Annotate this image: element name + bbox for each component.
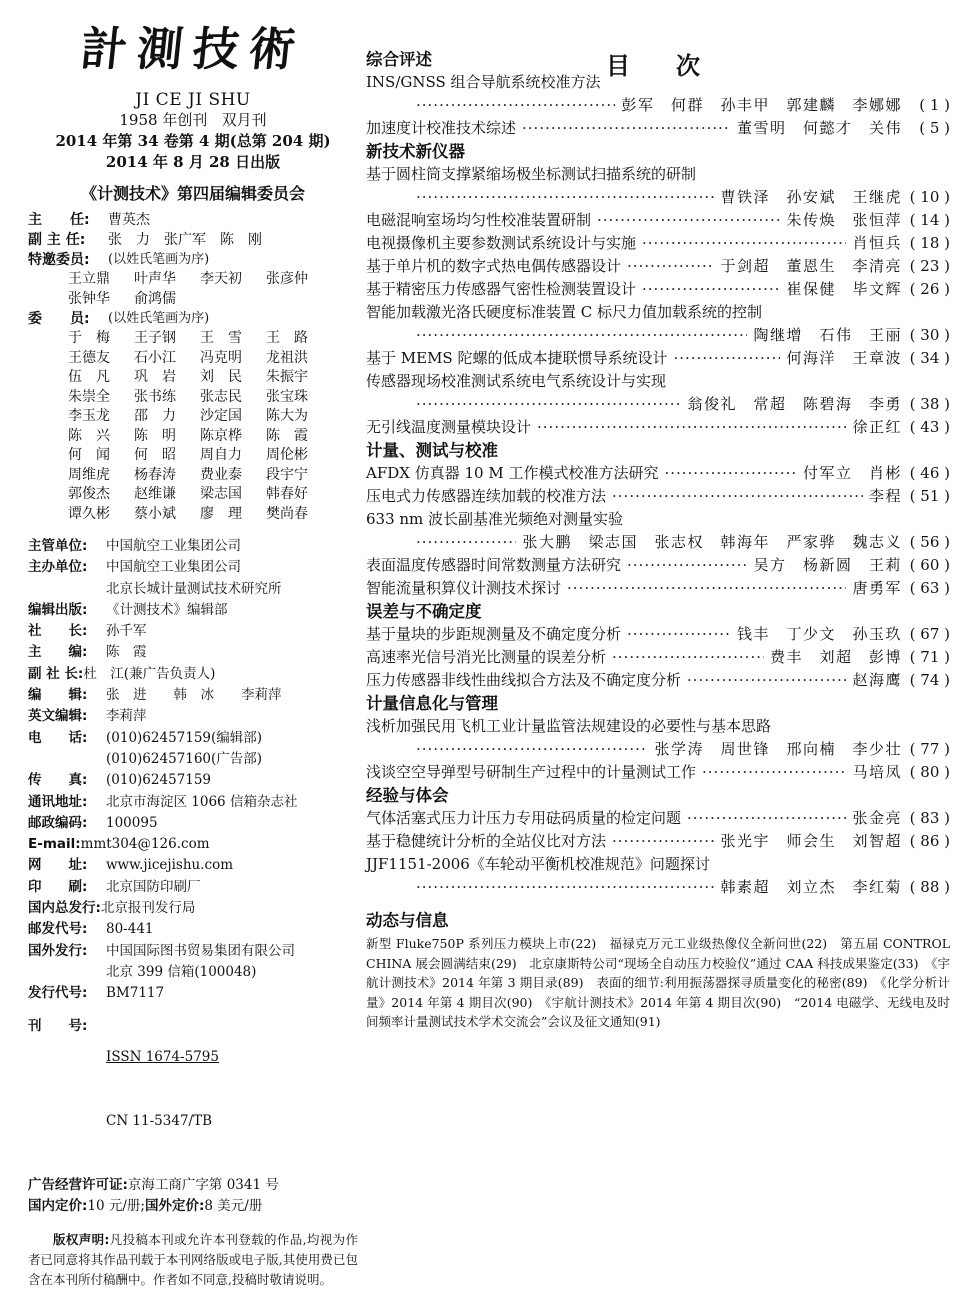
article-page: ( 83 )	[909, 809, 950, 827]
info-value: 80-441	[106, 921, 154, 938]
toc-entry[interactable]	[366, 577, 950, 600]
board-member: 冯克明	[200, 349, 242, 366]
toc-entry[interactable]	[366, 485, 950, 508]
board-special-row	[28, 250, 358, 270]
board-member: 张书练	[134, 388, 176, 405]
leader-dots	[702, 761, 846, 784]
article-authors: 张大鹏 梁志国 张志权 韩海年 严家骅 魏志义	[522, 533, 902, 551]
board-member: 陈 明	[134, 427, 176, 444]
article-page: ( 86 )	[909, 832, 950, 850]
toc-section-title: 计量、测试与校准	[366, 441, 498, 460]
info-value: BM7117	[106, 985, 165, 1002]
article-authors: 朱传焕 张恒萍	[786, 211, 902, 229]
toc-entry[interactable]	[366, 669, 950, 692]
info-label: 印 刷:	[28, 878, 88, 895]
info-value: 《计测技术》编辑部	[106, 601, 228, 618]
ad-permit-row	[28, 1175, 358, 1196]
article-authors: 翁俊礼 常超 陈碧海 李勇	[687, 395, 902, 413]
board-member: 段宇宁	[266, 466, 308, 483]
board-member: 刘 民	[200, 369, 242, 385]
editorial-board-title: 《计测技术》第四届编辑委员会	[80, 184, 305, 203]
info-value: 张 进 韩 冰 李莉萍	[106, 687, 282, 704]
toc-entry[interactable]	[366, 301, 950, 347]
issue-number: 2014 年第 34 卷第 4 期(总第 204 期)	[55, 132, 331, 150]
price: 10 元/册;	[87, 1198, 145, 1215]
board-member: 韩春好	[266, 486, 308, 502]
info-row	[28, 919, 358, 940]
leader-dots	[416, 531, 516, 554]
article-authors: 韩素超 刘立杰 李红菊	[720, 878, 902, 896]
toc-entry[interactable]	[366, 715, 950, 761]
article-authors: 陶继增 石伟 王丽	[753, 326, 902, 344]
toc-entry[interactable]	[366, 508, 950, 554]
leader-dots	[416, 186, 714, 209]
cn-number: CN 11-5347/TB	[106, 1113, 213, 1130]
article-page: ( 30 )	[909, 326, 950, 344]
board-member: 伍 凡	[68, 369, 110, 385]
toc-section-title: 经验与体会	[366, 786, 449, 805]
leader-dots	[597, 209, 780, 232]
article-authors: 肖恒兵	[852, 234, 902, 252]
article-page: ( 46 )	[909, 464, 950, 482]
board-member: 何 昭	[134, 447, 176, 463]
leader-dots	[627, 623, 731, 646]
leader-dots	[612, 646, 764, 669]
board-members-label: 委 员:	[28, 311, 90, 327]
board-member: 廖 理	[200, 505, 242, 522]
board-member: 龙祖洪	[266, 349, 308, 366]
info-label	[28, 579, 106, 600]
article-authors: 于剑超 董恩生 李清亮	[720, 257, 902, 275]
toc-entry[interactable]	[366, 278, 950, 301]
editorial-board	[28, 210, 358, 524]
info-row	[28, 557, 358, 578]
toc-body	[366, 48, 950, 899]
board-member: 何 闻	[68, 447, 110, 463]
board-member: 张志民	[200, 388, 242, 405]
info-row	[28, 579, 358, 600]
article-authors: 吴方 杨新圆 王莉	[753, 556, 902, 574]
copyright-notice	[28, 1230, 358, 1290]
article-title: 电视摄像机主要参数测试系统设计与实施	[366, 234, 637, 252]
leader-dots	[612, 830, 714, 853]
leader-dots	[416, 324, 747, 347]
info-value: (010)62457159	[106, 772, 212, 789]
article-authors: 唐勇军	[852, 579, 902, 597]
foreign-price: 8 美元/册	[204, 1198, 263, 1215]
journal-logo: 計測技術	[78, 22, 308, 76]
info-value: 李莉萍	[106, 708, 147, 725]
article-title: 基于圆柱筒支撑紧缩场极坐标测试扫描系统的研制	[366, 165, 697, 183]
board-member: 陈大为	[266, 408, 308, 424]
info-label	[28, 749, 106, 770]
toc-entry[interactable]	[366, 416, 950, 439]
info-label: 邮发代号:	[28, 921, 88, 938]
info-row	[28, 685, 358, 706]
info-label	[28, 962, 106, 983]
info-label: 邮政编码:	[28, 814, 88, 831]
article-title: 无引线温度测量模块设计	[366, 418, 532, 436]
board-member: 朱崇全	[68, 388, 110, 405]
board-member: 周伦彬	[266, 447, 308, 463]
toc-entry[interactable]	[366, 347, 950, 370]
board-member: 周维虎	[68, 466, 110, 483]
article-page: ( 1 )	[919, 96, 950, 114]
copyright-label: 版权声明:	[53, 1231, 110, 1247]
article-title: 智能加载激光洛氏硬度标准装置 C 标尺力值加载系统的控制	[366, 303, 763, 321]
special-member: 李天初	[200, 271, 242, 287]
board-member: 樊尚春	[266, 505, 308, 522]
toc-section-title: 误差与不确定度	[366, 602, 482, 621]
article-authors: 费丰 刘超 彭博	[769, 648, 902, 666]
info-value: 中国航空工业集团公司	[106, 559, 241, 576]
info-label: 英文编辑:	[28, 708, 88, 725]
article-title: 加速度计校准技术综述	[366, 119, 517, 137]
journal-pinyin: JI CE JI SHU	[135, 90, 251, 110]
table-of-contents	[366, 48, 950, 1032]
info-value: 杜 江(兼广告负责人)	[83, 665, 216, 682]
board-vice: 张 力 张广军 陈 刚	[108, 232, 262, 248]
board-member: 梁志国	[200, 486, 242, 502]
info-row	[28, 770, 358, 791]
issn: ISSN 1674-5795	[106, 1049, 219, 1066]
board-member: 朱振宇	[266, 369, 308, 385]
info-row	[28, 813, 358, 834]
article-page: ( 60 )	[909, 556, 950, 574]
leader-dots	[567, 577, 846, 600]
article-page: ( 14 )	[909, 211, 950, 229]
info-label: 编辑出版:	[28, 601, 88, 618]
board-member: 杨春涛	[134, 466, 176, 483]
article-authors: 彭军 何群 孙丰甲 郭建麟 李娜娜	[621, 96, 902, 114]
board-vice-row	[28, 230, 358, 250]
article-authors: 崔保健 毕文辉	[786, 280, 902, 298]
leader-dots	[416, 876, 714, 899]
leader-dots	[522, 117, 731, 140]
article-page: ( 23 )	[909, 257, 950, 275]
ad-permit-label: 广告经营许可证:	[28, 1176, 128, 1193]
article-page: ( 74 )	[909, 671, 950, 689]
leader-dots	[642, 278, 780, 301]
article-authors: 张金亮	[852, 809, 902, 827]
publisher-info	[28, 536, 358, 1005]
board-member: 周自力	[200, 447, 242, 463]
price-label: 国内定价:	[28, 1198, 88, 1215]
leader-dots	[416, 393, 681, 416]
price-row	[28, 1196, 358, 1217]
article-title: 基于稳健统计分析的全站仪比对方法	[366, 832, 607, 850]
article-title: 浅谈空空导弹型号研制生产过程中的计量测试工作	[366, 763, 697, 781]
board-member: 石小江	[134, 349, 176, 366]
article-page: ( 71 )	[909, 648, 950, 666]
article-page: ( 77 )	[909, 740, 950, 758]
article-title: 压电式力传感器连续加载的校准方法	[366, 487, 607, 505]
article-authors: 张学涛 周世锋 邢向楠 李少壮	[654, 740, 902, 758]
board-member: 巩 岩	[134, 369, 176, 385]
info-label: 社 长:	[28, 623, 88, 640]
info-value: 孙千军	[106, 623, 147, 640]
copyright-text: 凡投稿本刊或允许本刊登载的作品,均视为作者已同意将其作品刊载于本刊网络版或电子版,其使用费已包含在本刊所付稿酬中。作者如不同意,投稿时敬请说明。	[28, 1231, 358, 1287]
news-section-title: 动态与信息	[366, 911, 449, 930]
leader-dots	[687, 807, 846, 830]
article-page: ( 67 )	[909, 625, 950, 643]
article-page: ( 56 )	[909, 533, 950, 551]
leader-dots	[664, 462, 797, 485]
info-row	[28, 642, 358, 663]
info-label: 副 社 长:	[28, 665, 84, 682]
board-member: 沙定国	[200, 408, 242, 424]
info-row	[28, 600, 358, 621]
info-value: 中国国际图书贸易集团有限公司	[106, 942, 295, 959]
board-member: 王 雪	[200, 330, 242, 346]
board-member: 王 路	[266, 330, 308, 346]
member-list	[28, 329, 358, 524]
board-members-note: (以姓氏笔画为序)	[108, 311, 210, 326]
toc-entry[interactable]	[366, 761, 950, 784]
info-label: 国外发行:	[28, 942, 88, 959]
board-member: 赵维谦	[134, 486, 176, 502]
article-page: ( 88 )	[909, 878, 950, 896]
registration-info	[28, 1005, 358, 1218]
ad-permit: 京海工商广字第 0341 号	[127, 1176, 279, 1193]
article-title: JJF1151-2006《车轮动平衡机校准规范》问题探讨	[366, 855, 710, 873]
info-label: 电 话:	[28, 729, 88, 746]
board-chief-label: 主 任:	[28, 212, 90, 228]
article-page: ( 63 )	[909, 579, 950, 597]
info-row	[28, 834, 358, 855]
leader-dots	[537, 416, 846, 439]
board-member: 王子钢	[134, 330, 176, 346]
article-title: 基于 MEMS 陀螺的低成本捷联惯导系统设计	[366, 349, 668, 367]
article-page: ( 5 )	[919, 119, 950, 137]
toc-entry[interactable]	[366, 646, 950, 669]
leader-dots	[642, 232, 846, 255]
toc-entry[interactable]	[366, 830, 950, 853]
article-page: ( 34 )	[909, 349, 950, 367]
board-member: 邵 力	[134, 408, 176, 424]
info-row	[28, 536, 358, 557]
toc-entry[interactable]	[366, 623, 950, 646]
info-row	[28, 664, 358, 685]
article-page: ( 10 )	[909, 188, 950, 206]
article-authors: 赵海鹰	[852, 671, 902, 689]
article-authors: 董雪明 何懿才 关伟	[736, 119, 902, 137]
article-page: ( 18 )	[909, 234, 950, 252]
board-member: 于 梅	[68, 330, 110, 346]
toc-entry[interactable]	[366, 853, 950, 899]
toc-title: 目次	[606, 51, 746, 80]
article-authors: 李程	[868, 487, 902, 505]
toc-entry[interactable]	[366, 71, 950, 117]
leader-dots	[612, 485, 863, 508]
info-value: 陈 霞	[106, 644, 147, 661]
info-value: 100095	[106, 814, 158, 831]
info-value: 北京 399 信箱(100048)	[106, 963, 257, 980]
info-label: E-mail:	[28, 836, 81, 853]
info-value: 北京市海淀区 1066 信箱杂志社	[106, 793, 298, 810]
leader-dots	[416, 94, 615, 117]
info-value: 北京长城计量测试技术研究所	[106, 580, 282, 597]
article-title: 浅析加强民用飞机工业计量监管法规建设的必要性与基本思路	[366, 717, 772, 735]
info-row	[28, 792, 358, 813]
board-member: 陈 兴	[68, 427, 110, 444]
info-label: 网 址:	[28, 857, 88, 874]
info-row	[28, 898, 358, 919]
article-title: 基于量块的步距规测量及不确定度分析	[366, 625, 622, 643]
article-authors: 徐正红	[852, 418, 902, 436]
leader-dots	[627, 554, 747, 577]
leader-dots	[416, 738, 648, 761]
publish-date: 2014 年 8 月 28 日出版	[105, 153, 281, 171]
article-page: ( 26 )	[909, 280, 950, 298]
info-value: mmt304@126.com	[80, 836, 210, 853]
toc-entry[interactable]	[366, 209, 950, 232]
info-row	[28, 855, 358, 876]
article-title: 表面温度传感器时间常数测量方法研究	[366, 556, 622, 574]
article-authors: 付军立 肖彬	[802, 464, 902, 482]
issn-label: 刊 号:	[28, 1017, 88, 1034]
info-label: 国内总发行:	[28, 900, 101, 917]
article-page: ( 38 )	[909, 395, 950, 413]
board-members-row	[28, 309, 358, 329]
article-authors: 张光宇 师会生 刘智超	[720, 832, 902, 850]
info-value: 北京国防印刷厂	[106, 878, 201, 895]
board-vice-label: 副 主 任:	[28, 232, 86, 248]
article-title: 基于单片机的数字式热电偶传感器设计	[366, 257, 622, 275]
leader-dots	[687, 669, 846, 692]
info-value: (010)62457160(广告部)	[106, 750, 263, 767]
article-title: 气体活塞式压力计压力专用砝码质量的检定问题	[366, 809, 682, 827]
article-authors: 曹铁泽 孙安斌 王继虎	[720, 188, 902, 206]
info-row	[28, 749, 358, 770]
toc-entry[interactable]	[366, 370, 950, 416]
issn-row	[28, 1005, 358, 1175]
info-value: (010)62457159(编辑部)	[106, 729, 263, 746]
info-row	[28, 983, 358, 1004]
toc-entry[interactable]	[366, 232, 950, 255]
toc-entry[interactable]	[366, 255, 950, 278]
board-member: 郭俊杰	[68, 486, 110, 502]
toc-entry[interactable]	[366, 462, 950, 485]
article-page: ( 80 )	[909, 763, 950, 781]
special-member: 王立鼎	[68, 271, 110, 287]
board-special-label: 特邀委员:	[28, 252, 90, 268]
toc-section-title: 综合评述	[366, 50, 432, 69]
leader-dots	[673, 347, 780, 370]
info-label: 主管单位:	[28, 538, 88, 554]
toc-entry[interactable]	[366, 117, 950, 140]
article-title: 633 nm 波长副基准光频绝对测量实验	[366, 510, 624, 528]
founded-frequency: 1958 年创刊 双月刊	[119, 111, 267, 129]
article-title: INS/GNSS 组合导航系统校准方法	[366, 73, 601, 91]
info-label: 发行代号:	[28, 985, 88, 1002]
board-special-note: (以姓氏笔画为序)	[108, 252, 210, 267]
info-row	[28, 706, 358, 727]
info-label: 编 辑:	[28, 687, 88, 704]
article-page: ( 43 )	[909, 418, 950, 436]
article-title: 高速率光信号消光比测量的误差分析	[366, 648, 607, 666]
article-title: 智能流量积算仪计测技术探讨	[366, 579, 562, 597]
news-list: 新型 Fluke750P 系列压力模块上市(22) 福禄克万元工业级热像仪全新问世(22) 第五届 CONTROL CHINA 展会圆满结束(29) 北京康斯特公司“现场全自动压力校验仪”通过 CAA 科技成果鉴定(33) 《宇航计测技术》2014 年第 3 期目录(89) 表面的细节:利用振荡器探寻质量变化的秘密(89) 《化学分析计量》2014 年第 4 期目次(90) 《宇航计测技术》2014 年第 4 期目次(90) “2014 电磁学、无线电及时间频率计量测试技术学术交流会”会议及征文通知(91)	[366, 936, 950, 1029]
article-authors: 马培凤	[852, 763, 902, 781]
info-value: www.jicejishu.com	[106, 857, 234, 874]
info-label: 通讯地址:	[28, 793, 88, 810]
info-row	[28, 962, 358, 983]
info-row	[28, 941, 358, 962]
special-member: 张钟华	[68, 290, 110, 307]
article-title: 基于精密压力传感器气密性检测装置设计	[366, 280, 637, 298]
info-row	[28, 621, 358, 642]
info-row	[28, 877, 358, 898]
board-member: 费业泰	[200, 466, 242, 483]
toc-entry[interactable]	[366, 807, 950, 830]
article-title: 压力传感器非线性曲线拟合方法及不确定度分析	[366, 671, 682, 689]
board-member: 陈 霞	[266, 427, 308, 444]
article-authors: 何海洋 王章波	[786, 349, 902, 367]
toc-entry[interactable]	[366, 554, 950, 577]
info-value: 北京报刊发行局	[100, 900, 196, 917]
board-member: 谭久彬	[68, 505, 110, 522]
masthead-column	[28, 18, 358, 1290]
toc-entry[interactable]	[366, 163, 950, 209]
toc-section-title: 计量信息化与管理	[366, 694, 498, 713]
foreign-price-label: 国外定价:	[144, 1198, 205, 1215]
article-page: ( 51 )	[909, 487, 950, 505]
board-member: 蔡小斌	[134, 505, 176, 522]
special-member-list	[28, 270, 358, 309]
info-row	[28, 728, 358, 749]
board-chief-row	[28, 210, 358, 230]
board-member: 李玉龙	[68, 408, 110, 424]
special-member: 张彦仲	[266, 271, 308, 287]
article-authors: 钱丰 丁少文 孙玉玖	[736, 625, 902, 643]
info-value: 中国航空工业集团公司	[106, 538, 241, 554]
board-member: 张宝珠	[266, 388, 308, 405]
article-title: 传感器现场校准测试系统电气系统设计与实现	[366, 372, 667, 390]
special-member: 俞鸿儒	[134, 290, 176, 307]
special-member: 叶声华	[134, 271, 176, 287]
board-chief: 曹英杰	[108, 212, 150, 228]
board-member: 陈京桦	[200, 427, 242, 444]
info-label: 主 编:	[28, 644, 88, 661]
board-member: 王德友	[68, 349, 110, 366]
info-label: 传 真:	[28, 772, 88, 789]
article-title: AFDX 仿真器 10 M 工作模式校准方法研究	[366, 464, 659, 482]
info-label: 主办单位:	[28, 559, 88, 576]
leader-dots	[627, 255, 714, 278]
article-title: 电磁混响室场均匀性校准装置研制	[366, 211, 592, 229]
toc-section-title: 新技术新仪器	[366, 142, 465, 161]
